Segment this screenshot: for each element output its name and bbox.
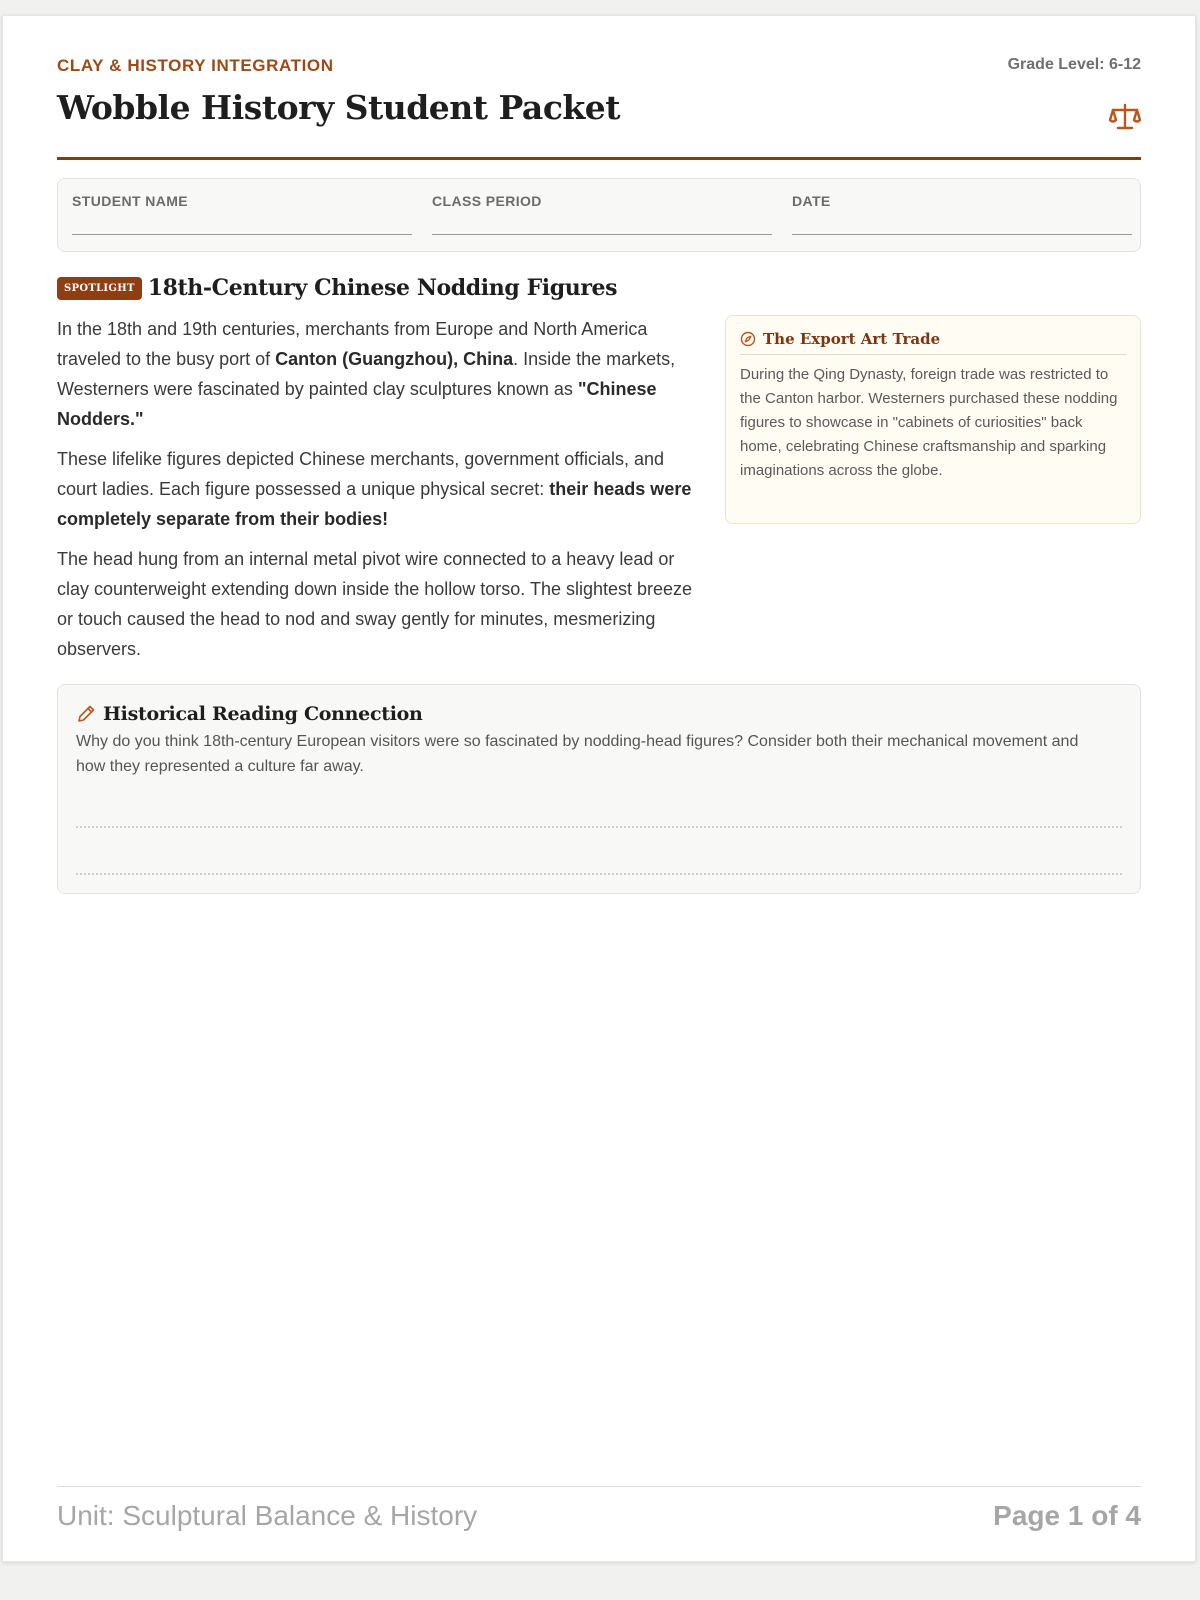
paragraph-1 (57, 314, 702, 434)
reading-connection-title: Historical Reading Connection (103, 703, 423, 725)
spotlight-title: 18th-Century Chinese Nodding Figures (147, 275, 618, 301)
p1-text-b: . Inside the markets, Westerners were fascinated by painted clay sculptures known as (57, 349, 676, 399)
packet-category: CLAY & HISTORY INTEGRATION (57, 56, 334, 75)
paragraph-2 (57, 444, 702, 534)
answer-line-2[interactable] (76, 873, 1122, 875)
balance-scale-icon (1109, 102, 1141, 132)
worksheet-page (2, 15, 1196, 1562)
p1-bold: Canton (Guangzhou), China (275, 349, 514, 369)
page-title: Wobble History Student Packet (57, 88, 621, 127)
footer-divider (57, 1486, 1141, 1487)
student-info-box (57, 178, 1141, 252)
reading-connection-prompt: Why do you think 18th-century European visitors were so fascinated by nodding-head figures? Consider both their mechanical movement and how they represented a culture far away. (76, 733, 1079, 775)
class-period-line (432, 234, 772, 235)
student-name-field[interactable] (72, 193, 412, 239)
page-number: Page 1 of 4 (993, 1500, 1141, 1531)
pencil-icon (76, 704, 96, 724)
footer-unit: Unit: Sculptural Balance & History (57, 1500, 478, 1531)
student-name-line (72, 234, 412, 235)
date-line (792, 234, 1132, 235)
date-field[interactable] (792, 193, 1132, 239)
export-trade-sidebar (725, 315, 1141, 524)
spotlight-heading (57, 273, 617, 303)
p1-bold-2: "Chinese Nodders." (57, 379, 657, 429)
p1-text-a: In the 18th and 19th centuries, merchants from Europe and North America traveled to the busy port of (57, 319, 648, 369)
p2-bold: their heads were completely separate from their bodies! (57, 479, 692, 529)
compass-icon (740, 331, 756, 347)
date-label: DATE (792, 193, 831, 209)
page-content (57, 16, 1141, 1561)
spotlight-body (57, 314, 702, 674)
student-name-label: STUDENT NAME (72, 193, 189, 209)
class-period-field[interactable] (432, 193, 772, 239)
reading-connection-header (76, 703, 1122, 725)
p2-text: These lifelike figures depicted Chinese merchants, government officials, and court ladies. Each figure possessed a unique physical secret: (57, 449, 664, 499)
header-divider (57, 157, 1141, 160)
grade-level: Grade Level: 6-12 (1007, 56, 1141, 73)
paragraph-3: The head hung from an internal metal pivot wire connected to a heavy lead or clay counterweight extending down inside the hollow torso. The slightest breeze or touch caused the head to nod and sway gently for minutes, mesmerizing observers. (57, 549, 693, 659)
spotlight-badge: SPOTLIGHT (57, 277, 142, 300)
sidebar-text: During the Qing Dynasty, foreign trade was restricted to the Canton harbor. Westerners purchased these nodding figures to showcase in "cabinets of curiosities" back home, celebrating Chinese craftsmanship and sparking imaginations across the globe. (740, 366, 1118, 479)
reading-connection-box (57, 684, 1141, 894)
answer-line-1[interactable] (76, 826, 1122, 828)
class-period-label: CLASS PERIOD (432, 193, 542, 209)
sidebar-title: The Export Art Trade (763, 330, 941, 348)
sidebar-header (740, 330, 1126, 355)
